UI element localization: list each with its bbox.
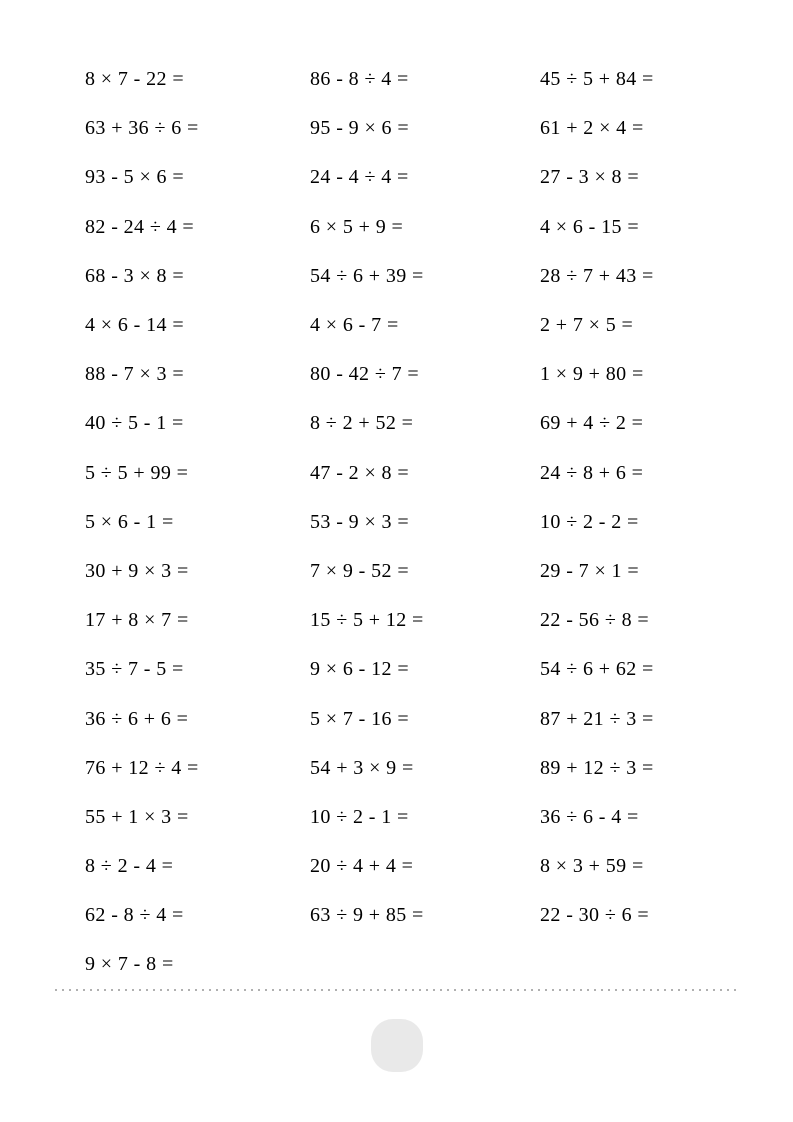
math-problem: 24 - 4 ÷ 4 = <box>310 166 409 189</box>
math-problem: 87 + 21 ÷ 3 = <box>540 707 654 730</box>
math-problem: 89 + 12 ÷ 3 = <box>540 756 654 779</box>
math-problem: 17 + 8 × 7 = <box>85 609 189 632</box>
math-problem: 28 ÷ 7 + 43 = <box>540 264 654 287</box>
math-problem: 7 × 9 - 52 = <box>310 559 410 582</box>
math-problem: 63 ÷ 9 + 85 = <box>310 904 424 927</box>
math-problem: 86 - 8 ÷ 4 = <box>310 68 409 91</box>
math-problem: 95 - 9 × 6 = <box>310 117 410 140</box>
math-problem: 6 × 5 + 9 = <box>310 215 404 238</box>
math-problem: 35 ÷ 7 - 5 = <box>85 658 184 681</box>
math-problem: 10 ÷ 2 - 1 = <box>310 805 409 828</box>
math-problem: 8 × 7 - 22 = <box>85 68 185 91</box>
math-problem: 93 - 5 × 6 = <box>85 166 185 189</box>
math-problem: 68 - 3 × 8 = <box>85 264 185 287</box>
math-problem: 40 ÷ 5 - 1 = <box>85 412 184 435</box>
math-problem: 9 × 6 - 12 = <box>310 658 410 681</box>
math-problem: 45 ÷ 5 + 84 = <box>540 68 654 91</box>
math-problem: 22 - 30 ÷ 6 = <box>540 904 650 927</box>
math-problem: 8 × 3 + 59 = <box>540 855 644 878</box>
math-problem: 62 - 8 ÷ 4 = <box>85 904 184 927</box>
math-problem: 88 - 7 × 3 = <box>85 363 185 386</box>
math-problem: 8 ÷ 2 - 4 = <box>85 855 174 878</box>
math-problem: 69 + 4 ÷ 2 = <box>540 412 644 435</box>
math-problem: 5 × 7 - 16 = <box>310 707 410 730</box>
math-problem: 76 + 12 ÷ 4 = <box>85 756 199 779</box>
math-problem: 53 - 9 × 3 = <box>310 510 410 533</box>
page-badge <box>371 1019 423 1072</box>
math-problem: 4 × 6 - 15 = <box>540 215 640 238</box>
math-problem: 29 - 7 × 1 = <box>540 559 640 582</box>
math-problem: 82 - 24 ÷ 4 = <box>85 215 195 238</box>
math-problem: 27 - 3 × 8 = <box>540 166 640 189</box>
dotted-divider <box>55 989 737 991</box>
math-problem: 80 - 42 ÷ 7 = <box>310 363 420 386</box>
math-problem: 36 ÷ 6 - 4 = <box>540 805 639 828</box>
math-problem: 63 + 36 ÷ 6 = <box>85 117 199 140</box>
math-problem: 9 × 7 - 8 = <box>85 953 174 976</box>
math-problem: 2 + 7 × 5 = <box>540 314 634 337</box>
math-problem: 4 × 6 - 14 = <box>85 314 185 337</box>
math-problem: 8 ÷ 2 + 52 = <box>310 412 414 435</box>
math-problem: 24 ÷ 8 + 6 = <box>540 461 644 484</box>
problems-grid <box>85 55 785 990</box>
math-problem: 55 + 1 × 3 = <box>85 805 189 828</box>
math-problem: 10 ÷ 2 - 2 = <box>540 510 639 533</box>
math-problem: 54 + 3 × 9 = <box>310 756 414 779</box>
math-problem: 15 ÷ 5 + 12 = <box>310 609 424 632</box>
math-problem: 20 ÷ 4 + 4 = <box>310 855 414 878</box>
math-problem: 54 ÷ 6 + 62 = <box>540 658 654 681</box>
math-problem: 4 × 6 - 7 = <box>310 314 399 337</box>
math-problem: 36 ÷ 6 + 6 = <box>85 707 189 730</box>
math-problem: 5 × 6 - 1 = <box>85 510 174 533</box>
math-problem: 61 + 2 × 4 = <box>540 117 644 140</box>
math-problem: 54 ÷ 6 + 39 = <box>310 264 424 287</box>
math-problem: 1 × 9 + 80 = <box>540 363 644 386</box>
math-problem: 30 + 9 × 3 = <box>85 559 189 582</box>
math-problem: 5 ÷ 5 + 99 = <box>85 461 189 484</box>
math-problem: 47 - 2 × 8 = <box>310 461 410 484</box>
math-problem: 22 - 56 ÷ 8 = <box>540 609 650 632</box>
